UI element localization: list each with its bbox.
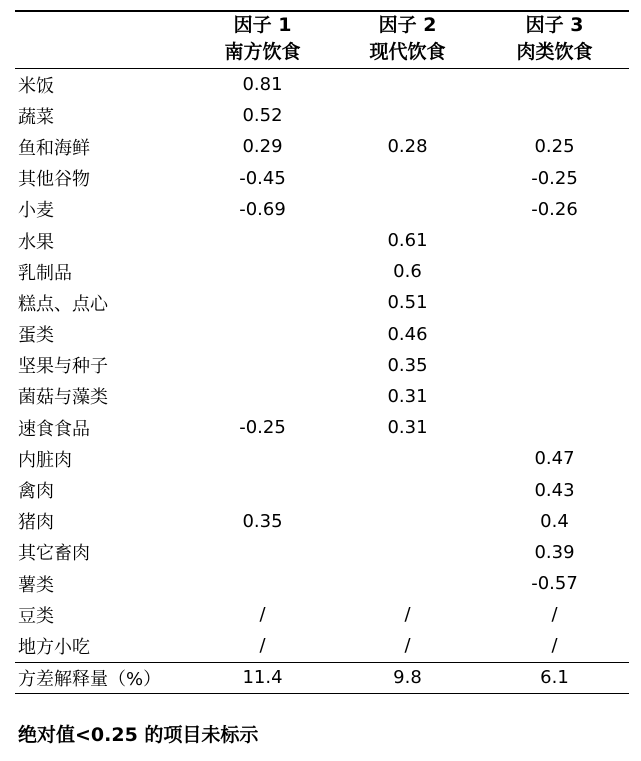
- factor-2-value: 0.31: [387, 385, 428, 407]
- food-name: 速食食品: [18, 418, 90, 440]
- header-factor-2: 因子 2: [335, 11, 480, 39]
- food-name: 水果: [18, 231, 54, 253]
- factor-2-value: [335, 568, 480, 599]
- header-food-column: [15, 11, 190, 39]
- factor-1-value: [190, 381, 335, 412]
- factor-3-value: 0.25: [534, 136, 575, 158]
- factor-3-value: -0.57: [531, 573, 578, 595]
- header-factor-3-name: 肉类饮食: [480, 39, 629, 69]
- header-factor-1-name: 南方饮食: [190, 39, 335, 69]
- factor-3-value: /: [551, 604, 558, 626]
- table-footnote: 绝对值<0.25 的项目未标示: [18, 724, 259, 746]
- factor-2-value: 0.35: [387, 354, 428, 376]
- factor-3-value: /: [551, 635, 558, 657]
- factor-2-value: /: [404, 604, 411, 626]
- factor-3-value: 0.47: [534, 448, 575, 470]
- food-name: 猪肉: [18, 512, 54, 534]
- food-name: 其它畜肉: [18, 543, 90, 565]
- variance-factor-1: 11.4: [190, 662, 335, 693]
- factor-1-value: [190, 443, 335, 474]
- factor-1-value: /: [259, 604, 266, 626]
- factor-1-value: -0.25: [239, 417, 286, 439]
- factor-1-value: [190, 474, 335, 505]
- factor-2-value: [335, 443, 480, 474]
- factor-1-value: -0.45: [239, 167, 286, 189]
- table-row: [15, 100, 629, 131]
- factor-1-value: 0.81: [242, 74, 283, 96]
- factor-3-value: -0.25: [531, 167, 578, 189]
- factor-3-value: [480, 412, 629, 443]
- factor-1-value: [190, 568, 335, 599]
- table-row: [15, 194, 629, 225]
- table-header: [15, 11, 629, 69]
- food-name: 小麦: [18, 200, 54, 222]
- factor-2-value: 0.51: [387, 292, 428, 314]
- factor-2-value: [335, 100, 480, 131]
- factor-3-value: -0.26: [531, 198, 578, 220]
- factor-2-value: [335, 537, 480, 568]
- factor-3-value: 0.43: [534, 479, 575, 501]
- table-row: [15, 319, 629, 350]
- factor-1-value: -0.69: [239, 198, 286, 220]
- factor-1-value: 0.29: [242, 136, 283, 158]
- food-name: 菌菇与藻类: [18, 387, 108, 409]
- factor-3-value: [480, 69, 629, 101]
- factor-3-value: [480, 256, 629, 287]
- factor-2-value: [335, 474, 480, 505]
- variance-factor-2: 9.8: [335, 662, 480, 693]
- food-name: 鱼和海鲜: [18, 137, 90, 159]
- factor-1-value: [190, 319, 335, 350]
- factor-2-value: 0.28: [387, 136, 428, 158]
- table-row: [15, 69, 629, 101]
- factor-1-value: [190, 350, 335, 381]
- factor-2-value: 0.61: [387, 230, 428, 252]
- variance-explained-row: [15, 662, 629, 693]
- food-name: 薯类: [18, 574, 54, 596]
- factor-1-value: 0.35: [242, 510, 283, 532]
- table-row: [15, 568, 629, 599]
- table-row: [15, 256, 629, 287]
- table-row: [15, 350, 629, 381]
- factor-2-value: 0.6: [393, 261, 422, 283]
- factor-3-value: [480, 350, 629, 381]
- food-name: 禽肉: [18, 481, 54, 503]
- table-row: [15, 131, 629, 162]
- factor-1-value: [190, 225, 335, 256]
- factor-2-value: [335, 163, 480, 194]
- factor-1-value: 0.52: [242, 105, 283, 127]
- factor-2-value: 0.31: [387, 417, 428, 439]
- factor-3-value: [480, 100, 629, 131]
- factor-3-value: [480, 225, 629, 256]
- factor-1-value: [190, 287, 335, 318]
- food-name: 蔬菜: [18, 106, 54, 128]
- factor-1-value: /: [259, 635, 266, 657]
- food-name: 蛋类: [18, 325, 54, 347]
- factor-3-value: [480, 381, 629, 412]
- food-name: 坚果与种子: [18, 356, 108, 378]
- factor-3-value: 0.39: [534, 541, 575, 563]
- table-row: [15, 537, 629, 568]
- table-row: [15, 599, 629, 630]
- food-name: 乳制品: [18, 262, 72, 284]
- food-name: 米饭: [18, 75, 54, 97]
- table-row: [15, 287, 629, 318]
- food-name: 内脏肉: [18, 449, 72, 471]
- factor-2-value: [335, 194, 480, 225]
- header-factor-1: 因子 1: [190, 11, 335, 39]
- food-name: 地方小吃: [18, 636, 90, 658]
- factor-loading-table: [15, 10, 629, 694]
- food-name: 豆类: [18, 605, 54, 627]
- factor-3-value: [480, 287, 629, 318]
- table-row: [15, 225, 629, 256]
- factor-3-value: 0.4: [540, 510, 569, 532]
- factor-1-value: [190, 256, 335, 287]
- table-row: [15, 412, 629, 443]
- header-factor-2-name: 现代饮食: [335, 39, 480, 69]
- factor-2-value: /: [404, 635, 411, 657]
- variance-label: 方差解释量（%）: [15, 662, 190, 693]
- factor-2-value: 0.46: [387, 323, 428, 345]
- table-row: [15, 443, 629, 474]
- table-row: [15, 630, 629, 662]
- table-row: [15, 474, 629, 505]
- food-name: 糕点、点心: [18, 293, 108, 315]
- variance-factor-3: 6.1: [480, 662, 629, 693]
- factor-3-value: [480, 319, 629, 350]
- header-food-column-sub: [15, 39, 190, 69]
- table-row: [15, 163, 629, 194]
- food-name: 其他谷物: [18, 169, 90, 191]
- table-body: [15, 69, 629, 694]
- factor-2-value: [335, 506, 480, 537]
- factor-1-value: [190, 537, 335, 568]
- header-factor-3: 因子 3: [480, 11, 629, 39]
- table-row: [15, 381, 629, 412]
- factor-2-value: [335, 69, 480, 101]
- table-row: [15, 506, 629, 537]
